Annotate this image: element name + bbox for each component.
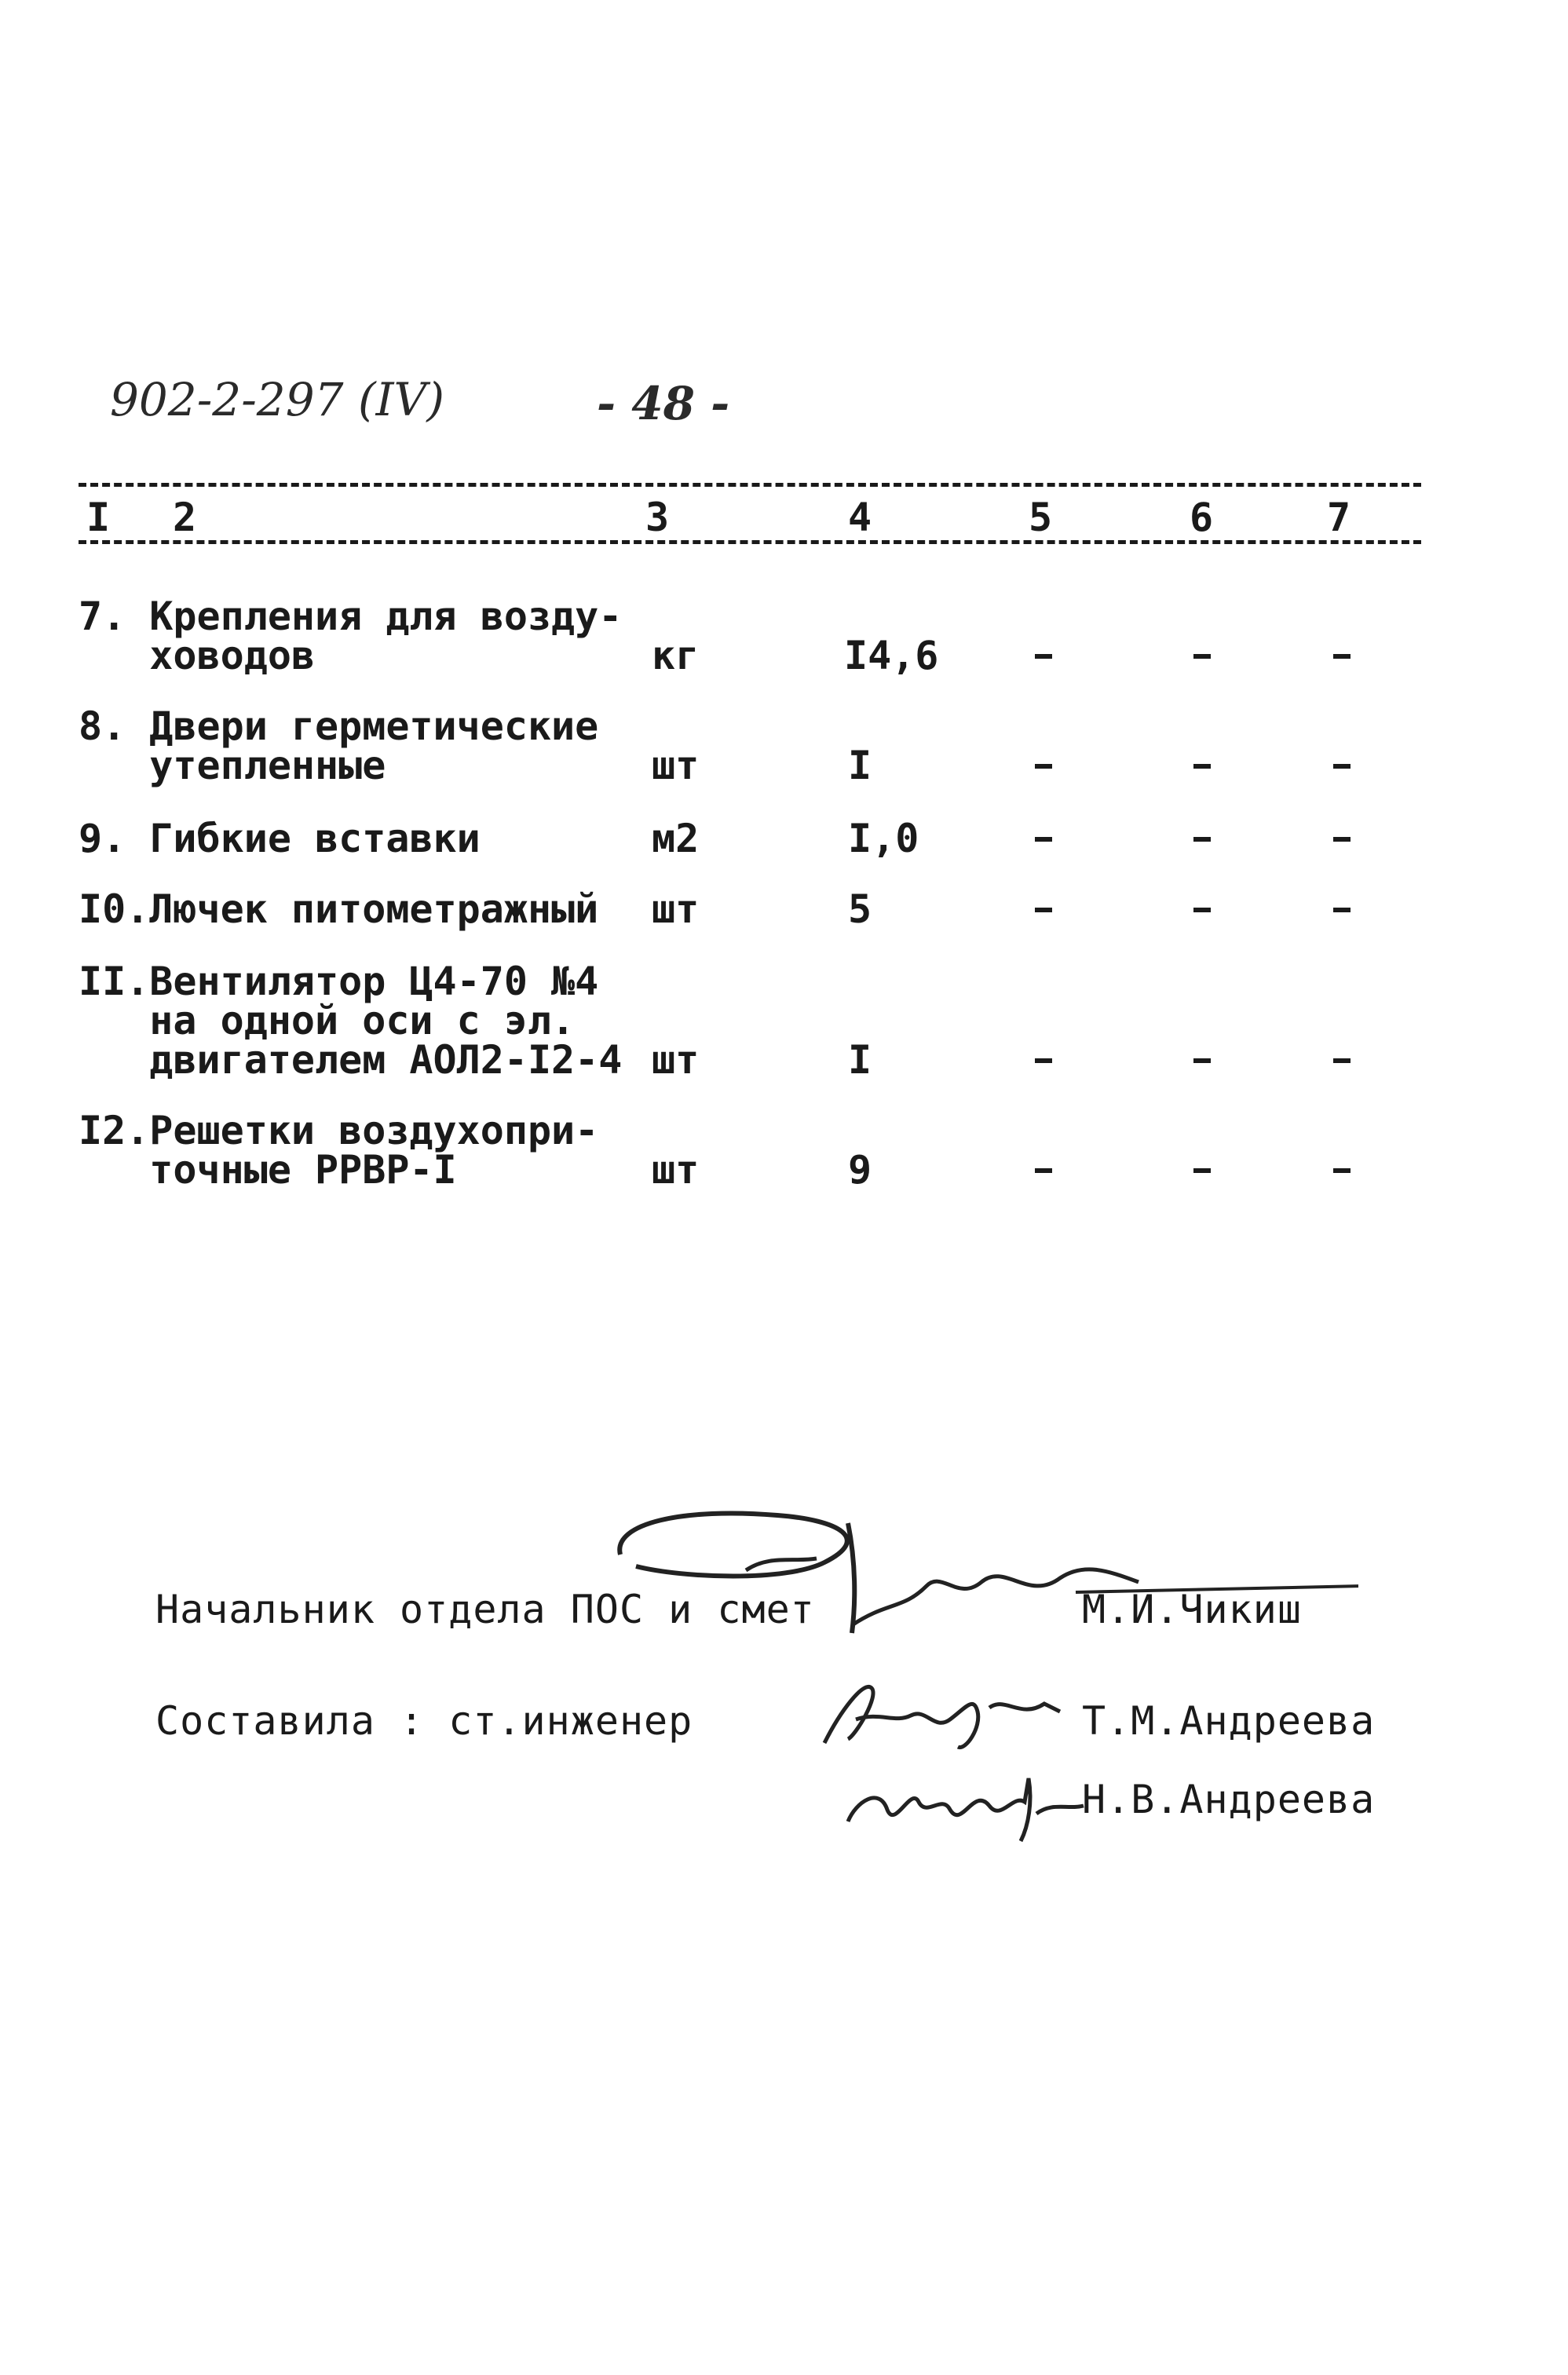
row-10-col6-dash: [1193, 908, 1211, 912]
row-8-name: 8. Двери герметические утепленные: [79, 703, 599, 788]
row-9-col7-dash: [1333, 837, 1351, 842]
head-signature: [589, 1492, 1358, 1649]
row-12-unit: шт: [652, 1147, 700, 1193]
row-11-col6-dash: [1193, 1058, 1211, 1063]
column-header-3: 3: [645, 495, 670, 540]
compiled-by-name-1: Т.М.Андреева: [1082, 1698, 1376, 1744]
row-9-col6-dash: [1193, 837, 1211, 842]
row-11-qty: I: [848, 1037, 872, 1083]
row-7-col7-dash: [1333, 654, 1351, 659]
row-10-unit: шт: [652, 886, 700, 932]
row-10-name: I0.Лючек питометражный: [79, 886, 599, 932]
document-code: 902-2-297 (IV): [110, 373, 444, 426]
row-11-col7-dash: [1333, 1058, 1351, 1063]
head-of-department-name: М.И.Чикиш: [1082, 1587, 1302, 1632]
row-8-col7-dash: [1333, 764, 1351, 769]
row-7-col6-dash: [1193, 654, 1211, 659]
row-12-name: I2.Решетки воздухопри- точные РРВР-I: [79, 1108, 599, 1193]
column-header-6: 6: [1190, 495, 1214, 540]
row-7-name: 7. Крепления для возду- ховодов: [79, 594, 623, 678]
column-header-1: I: [86, 495, 111, 540]
head-of-department-title: Начальник отдела ПОС и смет: [155, 1587, 815, 1632]
table-header-rule: [79, 540, 1421, 544]
column-header-2: 2: [173, 495, 197, 540]
row-9-name: 9. Гибкие вставки: [79, 816, 481, 861]
row-9-unit: м2: [652, 816, 700, 861]
compiled-by-name-2: Н.В.Андреева: [1082, 1777, 1376, 1822]
compiler-signature-2: [832, 1755, 1091, 1849]
page-number: - 48 -: [597, 377, 730, 430]
row-8-qty: I: [848, 743, 872, 788]
row-12-col7-dash: [1333, 1168, 1351, 1173]
row-11-name: II.Вентилятор Ц4-70 №4 на одной оси с эл. двигателем АОЛ2-I2-4: [79, 959, 623, 1083]
table-top-rule: [79, 483, 1421, 487]
compiled-by-title: Составила : ст.инженер: [155, 1698, 693, 1744]
row-8-unit: шт: [652, 743, 700, 788]
row-12-qty: 9: [848, 1147, 872, 1193]
row-12-col6-dash: [1193, 1168, 1211, 1173]
row-8-col6-dash: [1193, 764, 1211, 769]
row-11-unit: шт: [652, 1037, 700, 1083]
row-10-qty: 5: [848, 886, 872, 932]
row-7-col5-dash: [1035, 654, 1052, 659]
compiler-signature-1: [809, 1664, 1068, 1759]
column-header-7: 7: [1327, 495, 1351, 540]
row-12-col5-dash: [1035, 1168, 1052, 1173]
row-7-unit: кг: [652, 633, 700, 678]
row-10-col5-dash: [1035, 908, 1052, 912]
row-11-col5-dash: [1035, 1058, 1052, 1063]
row-8-col5-dash: [1035, 764, 1052, 769]
column-header-4: 4: [848, 495, 872, 540]
row-9-qty: I,0: [848, 816, 919, 861]
row-10-col7-dash: [1333, 908, 1351, 912]
row-9-col5-dash: [1035, 837, 1052, 842]
column-header-5: 5: [1029, 495, 1053, 540]
row-7-qty: I4,6: [844, 633, 939, 678]
